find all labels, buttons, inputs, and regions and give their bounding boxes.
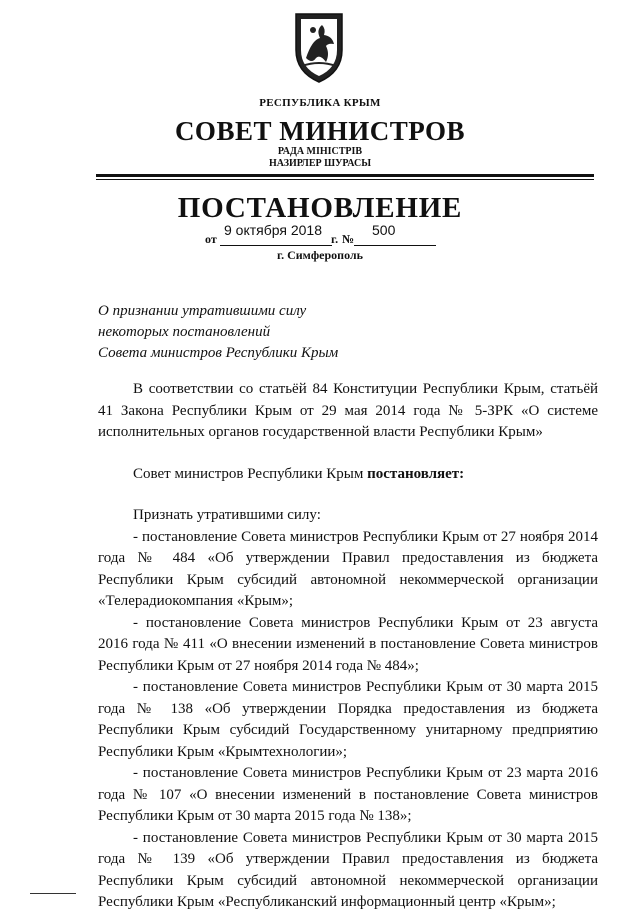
republic-name: РЕСПУБЛИКА КРЫМ [259, 97, 381, 109]
header-divider-thin [96, 179, 594, 180]
decree-subject [98, 301, 458, 364]
subject-line: О признании утратившими силу [98, 303, 307, 319]
header-divider-thick [96, 174, 594, 177]
decree-number: 500 [372, 222, 396, 238]
number-sign: № [342, 232, 355, 246]
resolves-prefix: Совет министров Республики Крым [133, 465, 364, 482]
subject-line: некоторых постановлений [98, 324, 271, 340]
council-name-crimean-tatar: НАЗИРЛЕР ШУРАСЫ [268, 158, 372, 169]
footer-mark [30, 893, 76, 894]
decree-body [98, 379, 598, 914]
number-underline [354, 245, 436, 246]
coat-of-arms-emblem-icon [290, 10, 348, 86]
list-item: - постановление Совета министров Республики Крым от 23 августа 2016 года № 411 «О внесении изменений в постановление Совета министров Республики Крым от 27 ноября 2014 года № 484»; [98, 614, 598, 674]
preamble-paragraph: В соответствии со статьёй 84 Конституции Республики Крым, статьёй 41 Закона Республики Крым от 29 мая 2014 года № 5-ЗРК «О системе исполнительных органов государственной власти Республики Крым» [98, 381, 598, 440]
decree-date-number-row [205, 222, 437, 248]
list-item: - постановление Совета министров Республики Крым от 23 марта 2016 года № 107 «О внесении изменений в постановление Совета министров Республики Крым от 30 марта 2015 года № 138»; [98, 765, 598, 824]
subject-line: Совета министров Республики Крым [98, 345, 339, 361]
resolves-keyword: постановляет: [367, 465, 465, 482]
list-item: - постановление Совета министров Республики Крым от 30 марта 2015 года № 138 «Об утверждении Порядка предоставления из бюджета Республики Крым субсидий Государственному унитарному предприятию Республики Крым «Крымтехнологии»; [98, 679, 598, 760]
council-name: СОВЕТ МИНИСТРОВ [174, 116, 466, 146]
resolves-paragraph [98, 464, 598, 486]
decree-city: г. Симферополь [277, 248, 363, 262]
decree-date: 9 октября 2018 [224, 222, 322, 238]
council-name-ukrainian: РАДА МІНІСТРІВ [277, 146, 363, 157]
list-intro: Признать утратившими силу: [133, 507, 321, 523]
decree-title: ПОСТАНОВЛЕНИЕ [177, 192, 463, 224]
year-suffix: г. [331, 232, 339, 246]
date-prefix: от [205, 232, 217, 246]
list-item: - постановление Совета министров Республики Крым от 30 марта 2015 года № 139 «Об утверждении Правил предоставления из бюджета Республики Крым субсидий автономной некоммерческой организации Республики Крым «Республиканский информационный центр «Крым»; [98, 829, 598, 910]
list-item: - постановление Совета министров Республики Крым от 27 ноября 2014 года № 484 «Об утверждении Правил предоставления из бюджета Республики Крым субсидий автономной некоммерческой организации «Телерадиокомпания «Крым»; [98, 528, 598, 609]
date-underline [220, 245, 332, 246]
